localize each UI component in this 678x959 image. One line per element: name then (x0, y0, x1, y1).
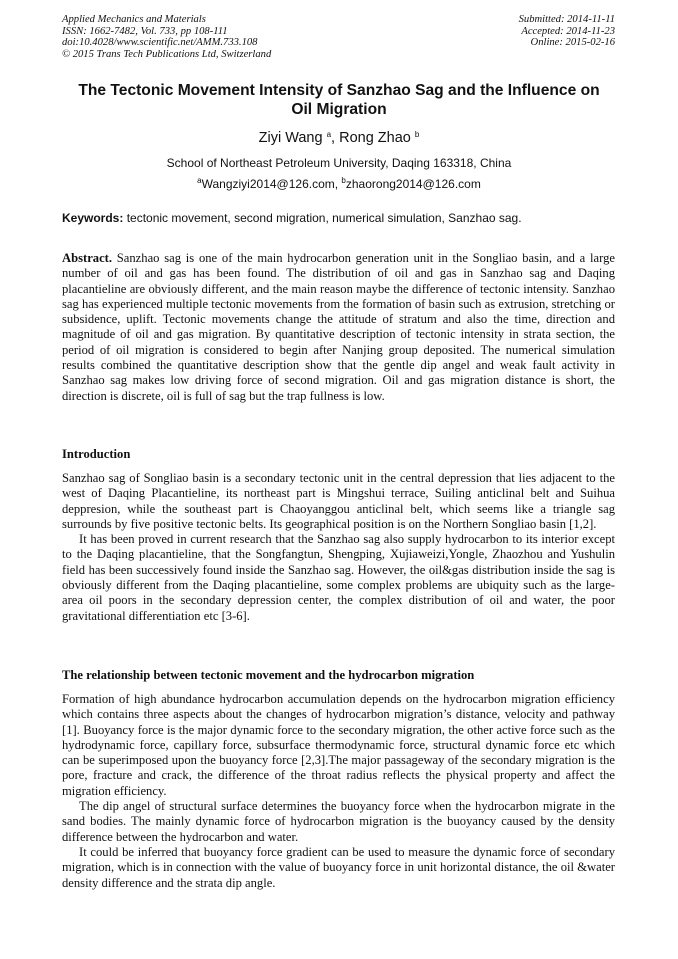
journal-issn: ISSN: 1662-7482, Vol. 733, pp 108-111 (62, 25, 228, 37)
relationship-body (62, 692, 615, 891)
paper-title (40, 81, 638, 119)
keywords (62, 211, 615, 226)
email-address[interactable]: Wangziyi2014@126.com, (201, 177, 342, 191)
author-name: Ziyi Wang (258, 130, 323, 146)
abstract-text: Sanzhao sag is one of the main hydrocarbon generation unit in the Songliao basin, and a large number of oil and gas has been found. The distribution of oil and gas in Sanzhao sag and Daqing placantieline are obviously different, and the main reason maybe the difference of tectonic intensity. Sanzhao sag has experienced multiple tectonic movements from the formation of basin such as extrusion, stretching or subsidence, uplift. Tectonic movements change the attitude of stratum and also the time, direction and magnitude of oil and gas migration. By quantitative description of tectonic intensity in strata section, the period of oil migration is considered to begin after Nanjing group deposited. The numerical simulation results combined the quantitative description show that the gentle dip angel and weak fault activity in Sanzhao sag makes low driving force of second migration. Oil and gas migration distance is short, the direction is discrete, oil is full of sag but the trap fullness is low. (62, 251, 615, 403)
paper-title-line-2: Oil Migration (291, 101, 387, 118)
submission-dates (519, 14, 615, 49)
paragraph: The dip angel of structural surface determines the buoyancy force when the hydrocarbon migrate in the sand bodies. The mainly dynamic force of hydrocarbon migration is the buoyancy caused by the density difference between the hydrocarbon and water. (62, 799, 615, 844)
journal-name: Applied Mechanics and Materials (62, 14, 206, 25)
author-emails (40, 177, 638, 192)
keywords-label: Keywords: (62, 211, 124, 225)
paragraph: It has been proved in current research that the Sanzhao sag also supply hydrocarbon to its interior except to the Daqing placantieline, that the Songfangtun, Shengping, Xujiaweizi,Yongle, Zhaozhou and Yushulin field has been successively found inside the Sanzhao sag. However, the oil&gas distribution inside the sag is obviously different from the Daqing placantieline, some complex problems are ubiquity such as the large-area oil poors in the secondary depression center, the complex distribution of oil and water, the poor gravitational differentiation etc [3-6]. (62, 532, 615, 623)
online-date: Online: 2015-02-16 (530, 37, 615, 49)
author-separator: , (331, 130, 340, 146)
paper-title-line-1: The Tectonic Movement Intensity of Sanzhao Sag and the Influence on (78, 82, 600, 99)
author-name: Rong Zhao (339, 130, 411, 146)
email-mark: b (341, 176, 346, 185)
accepted-date: Accepted: 2014-11-23 (521, 25, 615, 37)
author-affil-mark: b (414, 130, 420, 139)
author-affil-mark: a (326, 130, 332, 139)
abstract-paragraph (62, 251, 615, 404)
section-heading-relationship: The relationship between tectonic movement and the hydrocarbon migration (62, 668, 475, 682)
paragraph: Formation of high abundance hydrocarbon accumulation depends on the hydrocarbon migration efficiency which contains three aspects about the changes of hydrocarbon migration’s distance, velocity and pathway [1]. Buoyancy force is the major dynamic force to the secondary migration, the other active force such as the hydrodynamic force, capillary force, subsurface thermodynamic force, structural dynamic force etc which can be superimposed upon the buoyancy force [2,3].The major passageway of the secondary migration is the pore, fracture and crack, the difference of the throat radius reflects the physical property and affect the migration efficiency. (62, 692, 615, 798)
journal-copyright: © 2015 Trans Tech Publications Ltd, Switzerland (62, 48, 272, 60)
email-address[interactable]: zhaorong2014@126.com (345, 177, 481, 191)
journal-info (62, 14, 271, 60)
paragraph: Sanzhao sag of Songliao basin is a secondary tectonic unit in the central depression that lies adjacent to the west of Daqing Placantieline, its northeast part is Mingshui terrace, Suiling anticlinal belt and Suihua deppresion, while the southeast part is Chaoyanggou anticlinal belt, which seems like a triangle sag surrounds by five positive tectonic belts. Its geographical position is on the Northern Songliao basin [1,2]. (62, 471, 615, 531)
section-heading-introduction: Introduction (62, 447, 131, 461)
submitted-date: Submitted: 2014-11-11 (518, 14, 615, 25)
paragraph: It could be inferred that buoyancy force gradient can be used to measure the dynamic force of secondary migration, which is in connection with the value of buoyancy force in unit horizontal distance, the oil &water density difference and the strata dip angle. (62, 844, 615, 890)
author-list (40, 129, 638, 147)
introduction-body (62, 471, 615, 624)
keywords-text: tectonic movement, second migration, numerical simulation, Sanzhao sag. (123, 211, 522, 225)
abstract-label: Abstract. (62, 251, 113, 265)
journal-doi[interactable]: doi:10.4028/www.scientific.net/AMM.733.108 (62, 37, 258, 49)
affiliation: School of Northeast Petroleum University, Daqing 163318, China (166, 156, 512, 170)
abstract (62, 251, 615, 404)
email-mark: a (197, 176, 202, 185)
